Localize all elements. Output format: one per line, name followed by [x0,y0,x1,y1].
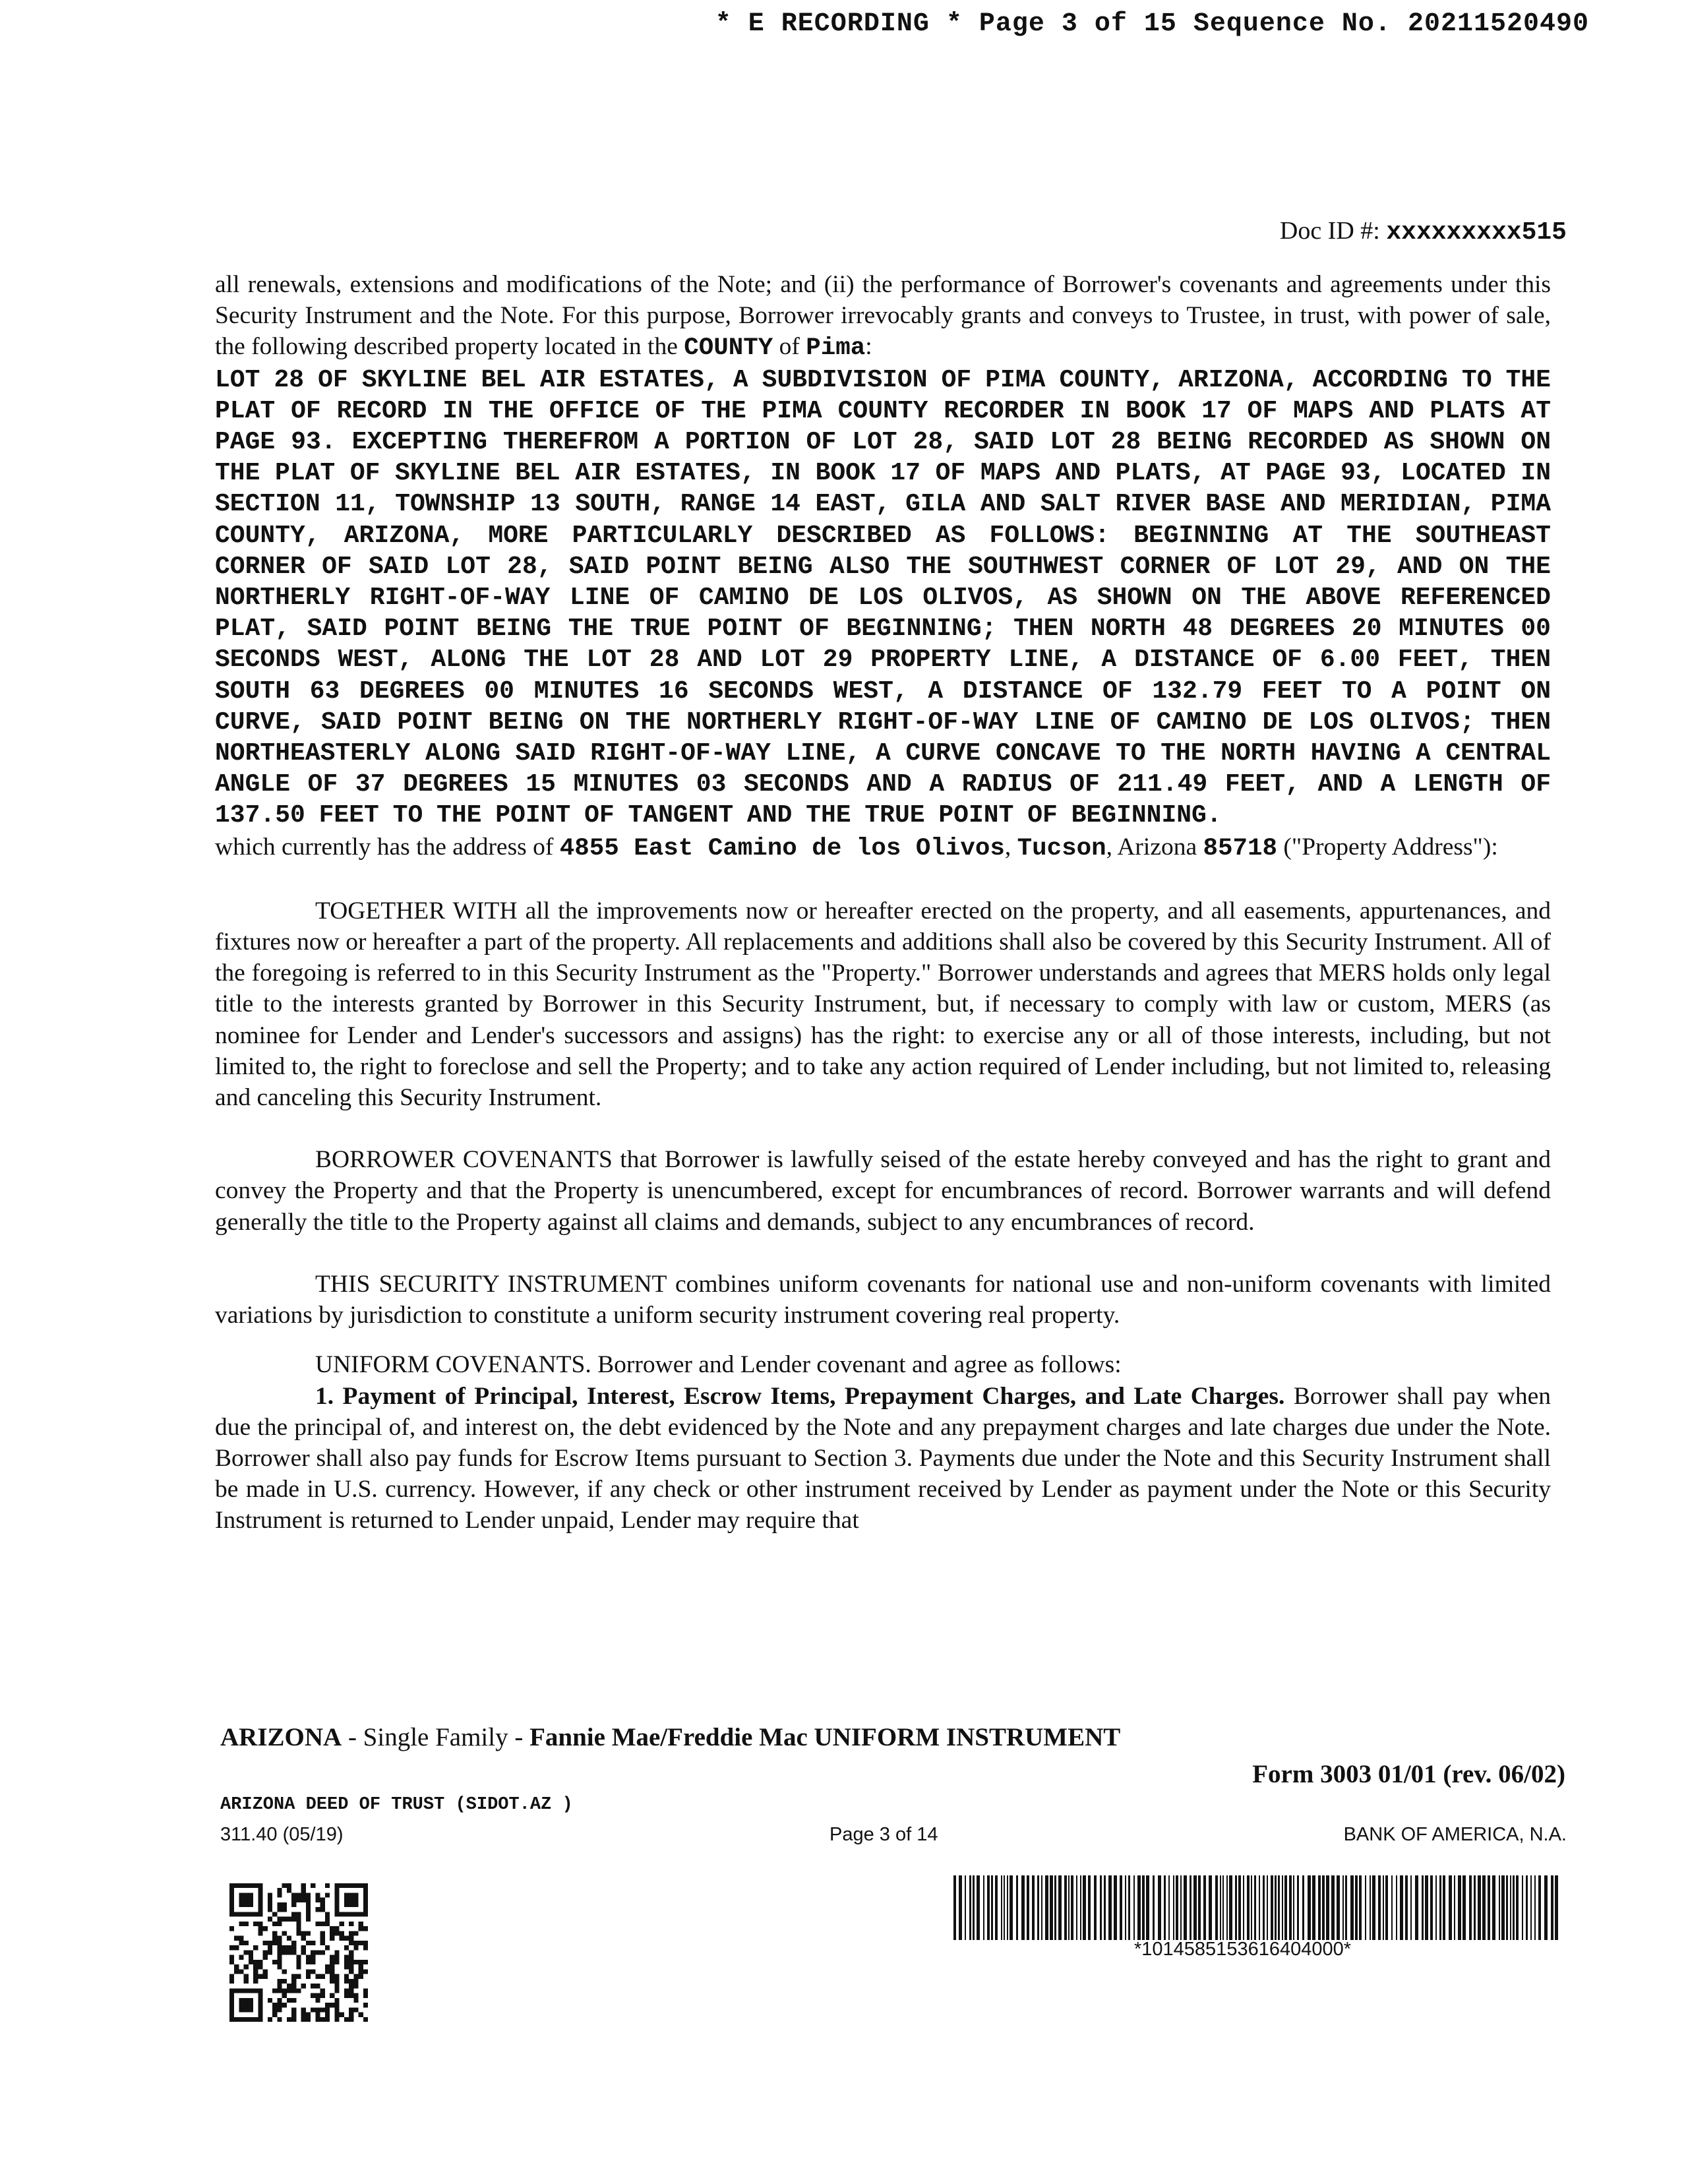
form-code: 311.40 (05/19) [220,1824,344,1845]
county-name: Pima [806,334,866,363]
street-address: 4855 East Camino de los Olivos [559,834,1005,863]
doc-id [1280,216,1567,247]
footer-title [220,1722,1120,1752]
spacer [215,1331,1551,1340]
doc-id-label: Doc ID #: [1279,217,1387,245]
footer-instrument: Fannie Mae/Freddie Mac UNIFORM INSTRUMENT [529,1723,1121,1751]
zip-code: 85718 [1203,834,1278,863]
address-paragraph [215,832,1551,864]
security-instrument-paragraph: THIS SECURITY INSTRUMENT combines uniform covenants for national use and non-uniform covenants with limited variations by jurisdiction to constitute a uniform security instrument covering real property. [215,1270,1551,1329]
barcode-number: *1014585153616404000* [1134,1939,1352,1960]
state-text: , Arizona [1106,833,1203,861]
together-with-paragraph: TOGETHER WITH all the improvements now or hereafter erected on the property, and all easements, appurtenances, and fixtures now or hereafter a part of the property. All replacements and additions shall also be covered by this Security Instrument. All of the foregoing is referred to in this Security Instrument as the "Property." Borrower understands and agrees that MERS holds only legal title to the interests granted by Borrower in this Security Instrument, but, if necessary to comply with law or custom, MERS (as nominee for Lender and Lender's successors and assigns) has the right: to exercise any or all of those interests, including, but not limited to, the right to foreclose and sell the Property; and to take any action required of Lender including, but not limited to, releasing and canceling this Security Instrument. [215,897,1551,1112]
uniform-covenants-paragraph: UNIFORM COVENANTS. Borrower and Lender covenant and agree as follows: [315,1351,1122,1379]
of-word: of [773,333,806,361]
intro-text: all renewals, extensions and modifications of the Note; and (ii) the performance of Borrower's covenants and agreements under this Security Instrument and the Note. For this purpose, Borrower irrevocably grants and conveys to Trustee, in trust, with power of sale, the following described property located in the [215,271,1551,361]
doc-id-value: xxxxxxxxx515 [1386,218,1567,247]
footer-state: ARIZONA [220,1723,342,1751]
spacer [215,1340,1551,1349]
spacer [215,1113,1551,1144]
spacer [215,1238,1551,1269]
address-suffix: ("Property Address"): [1277,833,1498,861]
spacer [215,864,1551,895]
recording-header: * E RECORDING * Page 3 of 15 Sequence No. 20211520490 [715,9,1589,39]
footer-separator: - Single Family - [342,1723,530,1751]
qr-code-icon [229,1883,368,2022]
bank-name: BANK OF AMERICA, N.A. [1343,1824,1567,1845]
intro-paragraph [215,269,1551,365]
section-1-paragraph [215,1381,1551,1536]
address-prefix: which currently has the address of [215,833,560,861]
deed-line: ARIZONA DEED OF TRUST (SIDOT.AZ ) [220,1795,573,1815]
section-1-heading: 1. Payment of Principal, Interest, Escrow Items, Prepayment Charges, and Late Charges. [315,1382,1285,1410]
form-number: Form 3003 01/01 (rev. 06/02) [1252,1760,1565,1788]
borrower-covenants-paragraph: BORROWER COVENANTS that Borrower is lawfully seised of the estate hereby conveyed and has the right to grant and convey the Property and that the Property is unencumbered, except for encumbrances of record. Borrower warrants and will defend generally the title to the Property against all claims and demands, subject to any encumbrances of record. [215,1146,1551,1236]
county-label: COUNTY [684,334,773,363]
document-body [215,269,1551,1536]
section-1-text: Borrower shall pay when due the principal of, and interest on, the debt evidenced by the Note and any prepayment charges and late charges due under the Note. Borrower shall also pay funds for Escrow Items pursuant to Section 3. Payments due under the Note and this Security Instrument shall be made in U.S. currency. However, if any check or other instrument received by Lender as payment under the Note or this Security Instrument is returned to Lender unpaid, Lender may require that [215,1382,1551,1534]
page-number: Page 3 of 14 [829,1824,938,1845]
barcode-icon [953,1875,1559,1940]
address-comma: , [1004,833,1017,861]
colon: : [865,333,872,361]
legal-description: LOT 28 OF SKYLINE BEL AIR ESTATES, A SUBDIVISION OF PIMA COUNTY, ARIZONA, ACCORDING TO THE PLAT OF RECORD IN THE OFFICE OF THE PIMA COUNTY RECORDER IN BOOK 17 OF MAPS AND PLATS AT PAGE 93. EXCEPTING THEREFROM A PORTION OF LOT 28, SAID LOT 28 BEING RECORDED AS SHOWN ON THE PLAT OF SKYLINE BEL AIR ESTATES, IN BOOK 17 OF MAPS AND PLATS, AT PAGE 93, LOCATED IN SECTION 11, TOWNSHIP 13 SOUTH, RANGE 14 EAST, GILA AND SALT RIVER BASE AND MERIDIAN, PIMA COUNTY, ARIZONA, MORE PARTICULARLY DESCRIBED AS FOLLOWS: BEGINNING AT THE SOUTHEAST CORNER OF SAID LOT 28, SAID POINT BEING ALSO THE SOUTHWEST CORNER OF LOT 29, AND ON THE NORTHERLY RIGHT-OF-WAY LINE OF CAMINO DE LOS OLIVOS, AS SHOWN ON THE ABOVE REFERENCED PLAT, SAID POINT BEING THE TRUE POINT OF BEGINNING; THEN NORTH 48 DEGREES 20 MINUTES 00 SECONDS WEST, ALONG THE LOT 28 AND LOT 29 PROPERTY LINE, A DISTANCE OF 6.00 FEET, THEN SOUTH 63 DEGREES 00 MINUTES 16 SECONDS WEST, A DISTANCE OF 132.79 FEET TO A POINT ON CURVE, SAID POINT BEING ON THE NORTHERLY RIGHT-OF-WAY LINE OF CAMINO DE LOS OLIVOS; THEN NORTHEASTERLY ALONG SAID RIGHT-OF-WAY LINE, A CURVE CONCAVE TO THE NORTH HAVING A CENTRAL ANGLE OF 37 DEGREES 15 MINUTES 03 SECONDS AND A RADIUS OF 211.49 FEET, AND A LENGTH OF 137.50 FEET TO THE POINT OF TANGENT AND THE TRUE POINT OF BEGINNING. [215,365,1551,830]
city: Tucson [1017,834,1106,863]
